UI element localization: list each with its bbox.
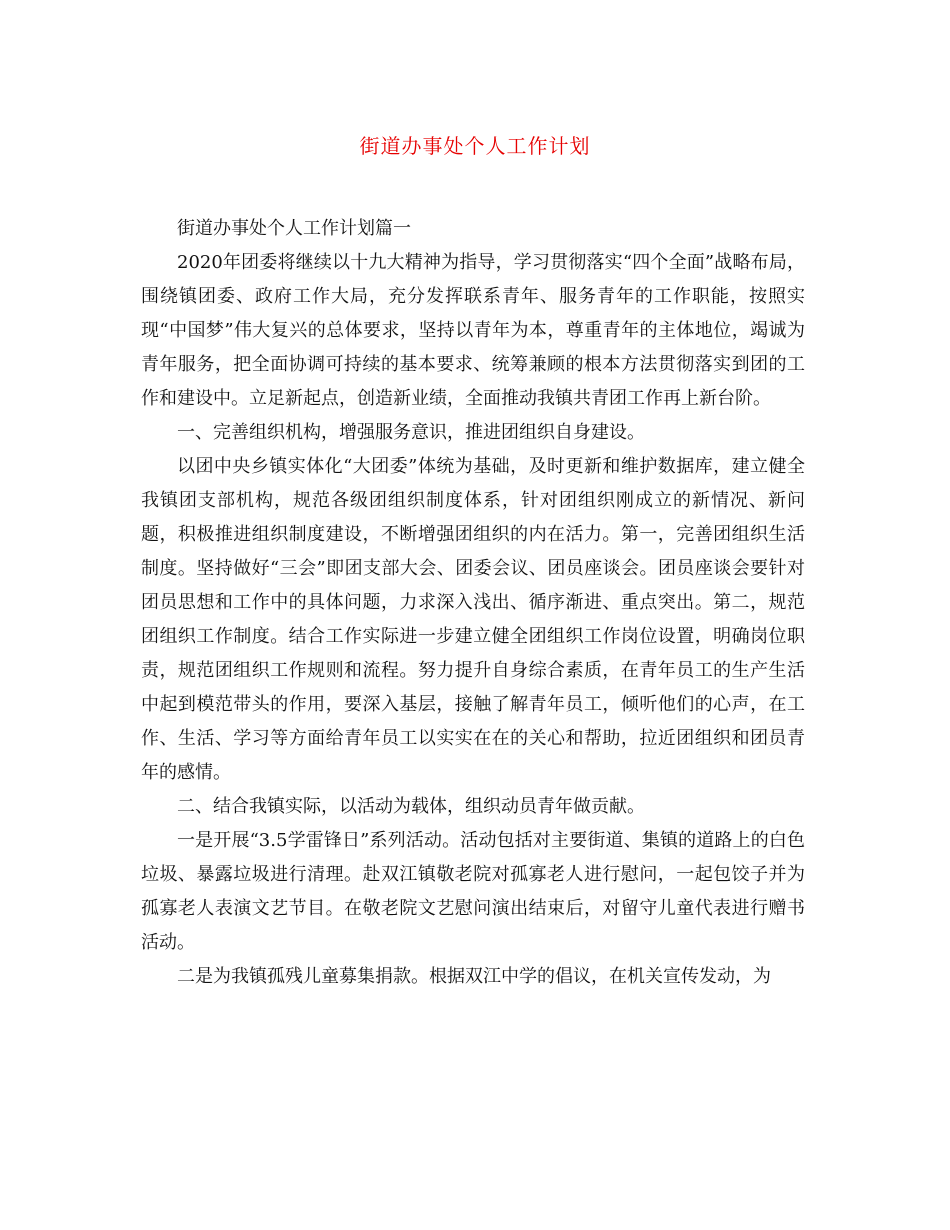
- document-body: [141, 212, 805, 994]
- paragraph: 一是开展“3.5学雷锋日”系列活动。活动包括对主要街道、集镇的道路上的白色垃圾、暴露垃圾进行清理。赴双江镇敬老院对孤寡老人进行慰问，一起包饺子并为孤寡老人表演文艺节目。在敬老院文艺慰问演出结束后，对留守儿童代表进行赠书活动。: [141, 830, 805, 953]
- paragraph: 以团中央乡镇实体化“大团委”体统为基础，及时更新和维护数据库，建立健全我镇团支部机构，规范各级团组织制度体系，针对团组织刚成立的新情况、新问题，积极推进组织制度建设，不断增强团组织的内在活力。第一，完善团组织生活制度。坚持做好“三会”即团支部大会、团委会议、团员座谈会。团员座谈会要针对团员思想和工作中的具体问题，力求深入浅出、循序渐进、重点突出。第二，规范团组织工作制度。结合工作实际进一步建立健全团组织工作岗位设置，明确岗位职责，规范团组织工作规则和流程。努力提升自身综合素质，在青年员工的生产生活中起到模范带头的作用，要深入基层，接触了解青年员工，倾听他们的心声，在工作、生活、学习等方面给青年员工以实实在在的关心和帮助，拉近团组织和团员青年的感情。: [141, 456, 805, 783]
- section-heading: 街道办事处个人工作计划篇一: [177, 218, 411, 239]
- section-heading: 二、结合我镇实际，以活动为载体，组织动员青年做贡献。: [177, 796, 645, 817]
- section-heading: 一、完善组织机构，增强服务意识，推进团组织自身建设。: [177, 422, 645, 443]
- document-title: 街道办事处个人工作计划: [359, 134, 591, 158]
- paragraph: 2020年团委将继续以十九大精神为指导，学习贯彻落实“四个全面”战略布局，围绕镇团委、政府工作大局，充分发挥联系青年、服务青年的工作职能，按照实现“中国梦”伟大复兴的总体要求，坚持以青年为本，尊重青年的主体地位，竭诚为青年服务，把全面协调可持续的基本要求、统筹兼顾的根本方法贯彻落实到团的工作和建设中。立足新起点，创造新业绩，全面推动我镇共青团工作再上新台阶。: [141, 252, 805, 409]
- paragraph: 二是为我镇孤残儿童募集捐款。根据双江中学的倡议，在机关宣传发动，为: [177, 966, 771, 987]
